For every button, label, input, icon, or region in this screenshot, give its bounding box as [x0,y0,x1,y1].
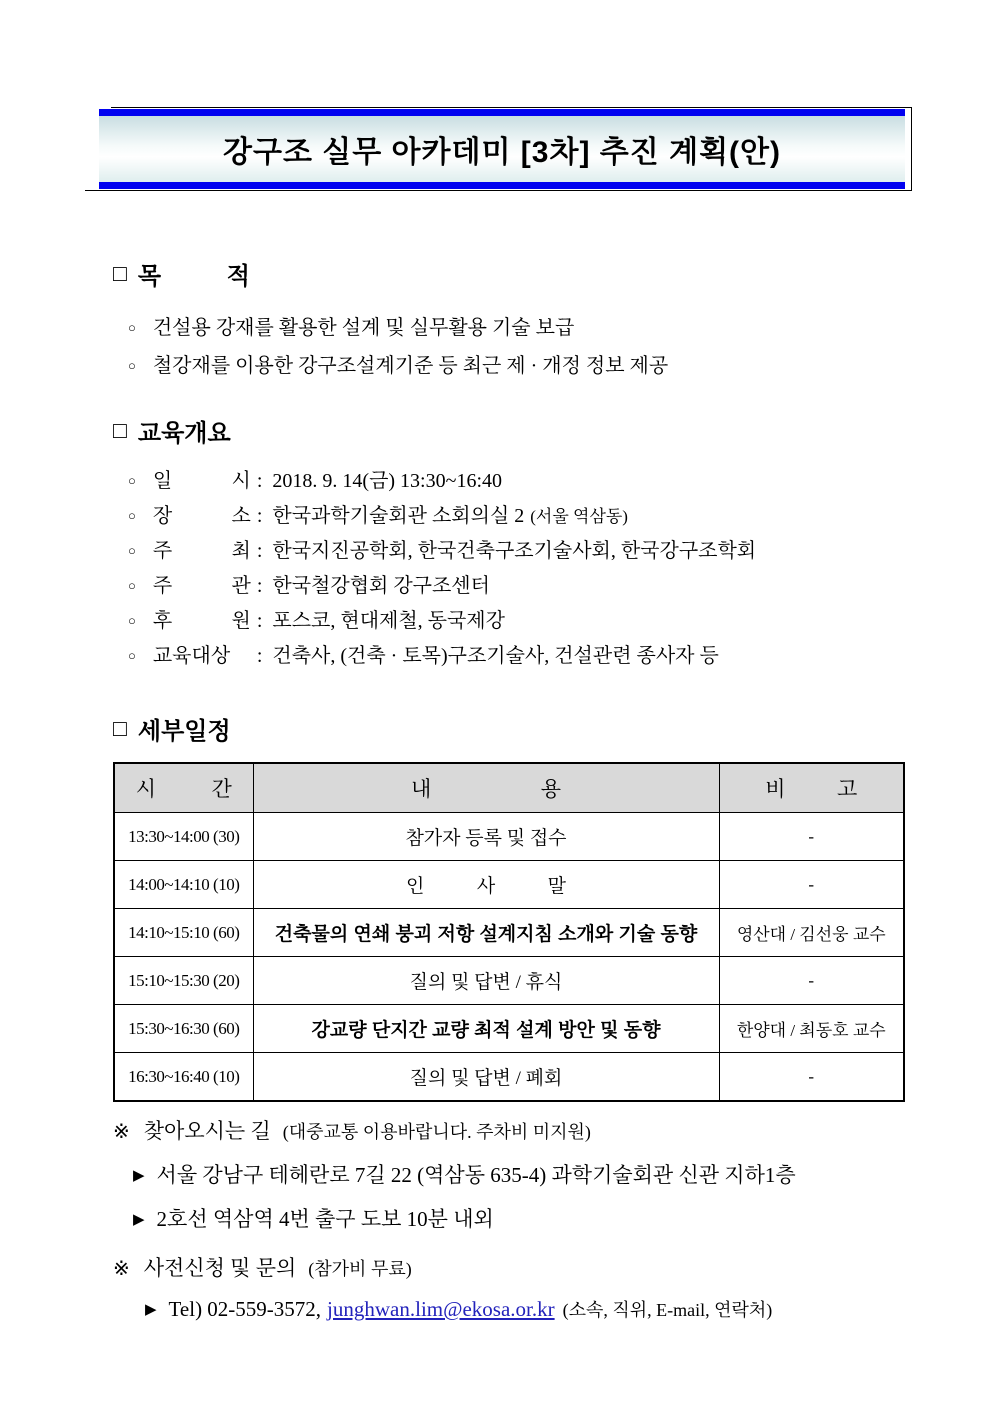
item-label: 교육대상 [152,645,231,667]
arrow-bullet-icon: ▶ [133,1168,145,1184]
list-item [128,464,756,499]
directions-line-text: 2호선 역삼역 4번 출구 도보 10분 내외 [156,1207,494,1231]
cell-note: - [719,957,904,1005]
column-header-time: 시 간 [114,763,253,813]
purpose-heading [113,256,668,291]
cell-content: 참가자 등록 및 접수 [253,813,719,861]
cell-time: 15:30~16:30 (60) [114,1005,253,1053]
circle-bullet-icon: ○ [128,613,136,628]
telephone-number: Tel) 02-559-3572, [168,1297,322,1321]
column-header-note: 비 고 [719,763,904,813]
circle-bullet-icon: ○ [128,543,136,558]
item-label: 일 시 [152,470,251,492]
section-overview [113,413,756,674]
circle-bullet-icon: ○ [128,320,136,335]
cell-time: 15:10~15:30 (20) [114,957,253,1005]
cell-content: 건축물의 연쇄 붕괴 저항 설계지침 소개와 기술 동향 [253,909,719,957]
list-item [128,639,756,674]
table-row [114,957,904,1005]
cell-content: 인 사 말 [253,861,719,909]
item-value: 한국과학기술회관 소회의실 2 [272,505,525,527]
cell-content: 강교량 단지간 교량 최적 설계 방안 및 동향 [253,1005,719,1053]
square-marker-icon: □ [113,418,127,443]
inquiry-heading [113,1252,772,1282]
overview-list [113,464,756,674]
circle-bullet-icon: ○ [128,473,136,488]
cell-note: 영산대 / 김선웅 교수 [719,909,904,957]
item-value: 한국지진공학회, 한국건축구조기술사회, 한국강구조학회 [272,540,757,562]
table-row [114,1005,904,1053]
item-label: 후 원 [152,610,251,632]
cell-content: 질의 및 답변 / 폐회 [253,1053,719,1102]
table-header-row [114,763,904,813]
reference-mark-icon: ※ [113,1258,130,1280]
item-separator: : [256,575,263,597]
circle-bullet-icon: ○ [128,648,136,663]
list-item [128,311,668,349]
inquiry-heading-note: (참가비 무료) [308,1259,412,1279]
table-row [114,813,904,861]
item-label: 장 소 [152,505,251,527]
cell-time: 16:30~16:40 (10) [114,1053,253,1102]
cell-time: 14:00~14:10 (10) [114,861,253,909]
circle-bullet-icon: ○ [128,358,136,373]
schedule-heading [113,711,905,746]
item-value: 한국철강협회 강구조센터 [272,575,490,597]
directions-heading-note: (대중교통 이용바랍니다. 주차비 미지원) [282,1122,591,1142]
directions-line [113,1203,796,1233]
item-value: 2018. 9. 14(금) 13:30~16:40 [272,470,502,492]
purpose-item-text: 건설용 강재를 활용한 설계 및 실무활용 기술 보급 [152,317,575,339]
item-value: 건축사, (건축 · 토목)구조기술사, 건설관련 종사자 등 [272,645,719,667]
list-item [128,499,756,534]
section-purpose [113,256,668,387]
purpose-item-text: 철강재를 이용한 강구조설계기준 등 최근 제 · 개정 정보 제공 [152,355,669,377]
schedule-table [113,762,905,1102]
item-separator: : [256,505,263,527]
page-title: 강구조 실무 아카데미 [3차] 추진 계획(안) [222,136,782,169]
inquiry-heading-label: 사전신청 및 문의 [143,1256,297,1280]
inquiry-block [113,1252,772,1322]
cell-time: 13:30~14:00 (30) [114,813,253,861]
arrow-bullet-icon: ▶ [133,1212,145,1228]
list-item [128,569,756,604]
schedule-heading-label: 세부일정 [137,718,231,745]
purpose-list [113,311,668,387]
purpose-heading-label: 목 적 [137,263,250,290]
item-label: 주 관 [152,575,251,597]
arrow-bullet-icon: ▶ [145,1302,157,1318]
overview-heading-label: 교육개요 [137,420,231,447]
directions-block [113,1115,796,1233]
item-separator: : [256,470,263,492]
directions-line-text: 서울 강남구 테헤란로 7길 22 (역삼동 635-4) 과학기술회관 신관 지하1층 [156,1163,796,1187]
directions-heading [113,1115,796,1145]
contact-suffix-note: (소속, 직위, E-mail, 연락처) [562,1300,773,1320]
square-marker-icon: □ [113,261,127,286]
table-row [114,861,904,909]
list-item [128,604,756,639]
item-separator: : [256,645,263,667]
item-label: 주 최 [152,540,251,562]
item-separator: : [256,540,263,562]
section-schedule [113,711,905,1102]
cell-content: 질의 및 답변 / 휴식 [253,957,719,1005]
list-item [128,349,668,387]
column-header-content: 내 용 [253,763,719,813]
cell-note: - [719,813,904,861]
circle-bullet-icon: ○ [128,578,136,593]
circle-bullet-icon: ○ [128,508,136,523]
cell-note: - [719,1053,904,1102]
item-note: (서울 역삼동) [530,507,628,526]
directions-heading-label: 찾아오시는 길 [143,1119,271,1143]
inquiry-contact-line [113,1296,772,1322]
item-value: 포스코, 현대제철, 동국제강 [272,610,505,632]
square-marker-icon: □ [113,716,127,741]
cell-note: - [719,861,904,909]
email-link[interactable]: junghwan.lim@ekosa.or.kr [327,1297,555,1321]
cell-time: 14:10~15:10 (60) [114,909,253,957]
cell-note: 한양대 / 최동호 교수 [719,1005,904,1053]
title-banner [99,109,905,189]
table-row [114,909,904,957]
banner-edge-line [911,108,912,190]
directions-line [113,1159,796,1189]
list-item [128,534,756,569]
reference-mark-icon: ※ [113,1121,130,1143]
overview-heading [113,413,756,448]
item-separator: : [256,610,263,632]
table-row [114,1053,904,1102]
